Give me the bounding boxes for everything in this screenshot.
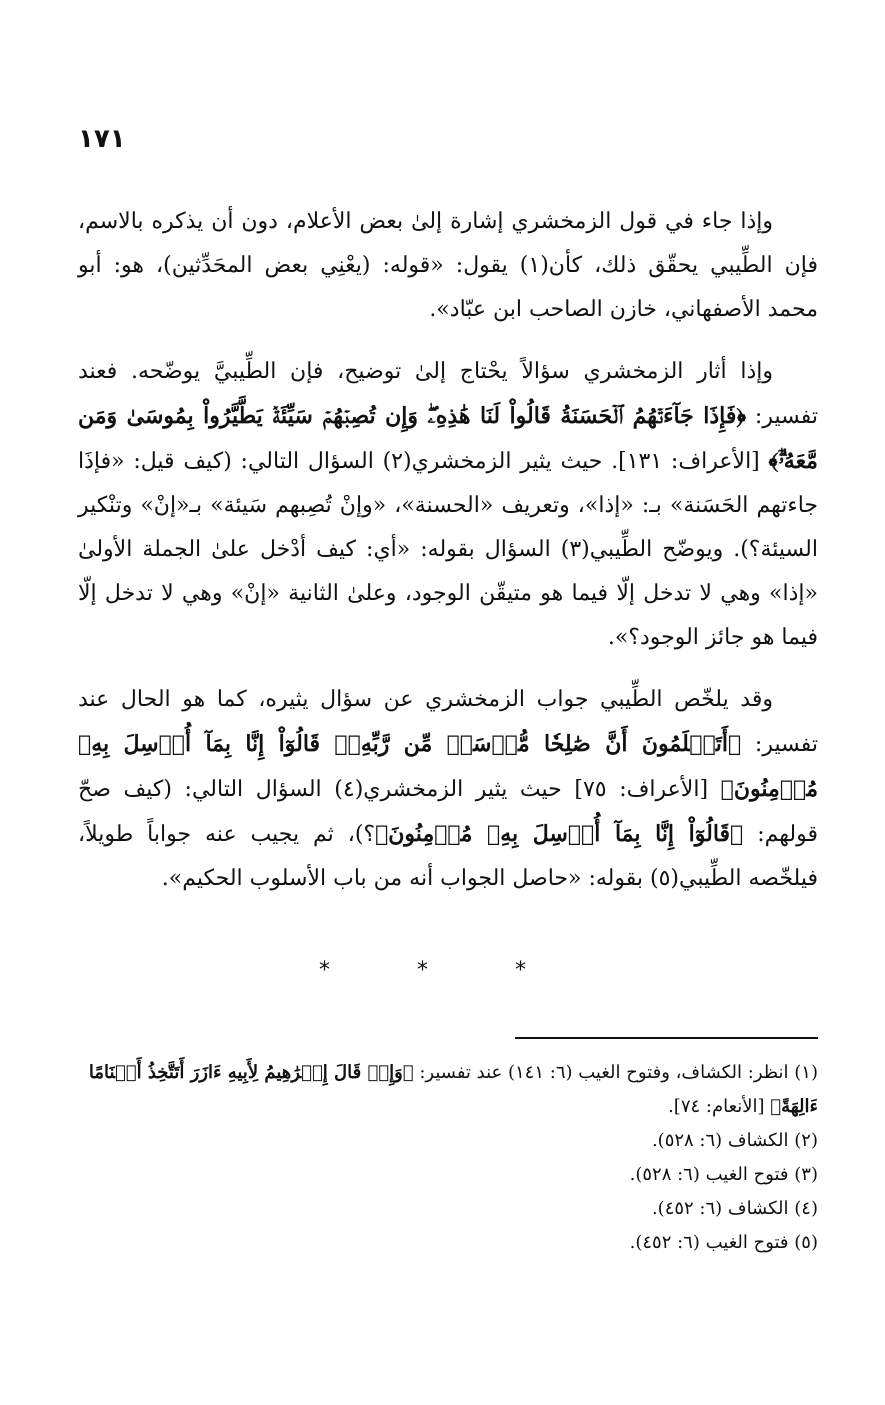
section-separator-stars: * * * [319,958,566,983]
footnote-2: (٢) الكشاف (٦: ٥٢٨). [651,1130,818,1151]
quran-verse-araf-131: ﴿فَإِذَا جَآءَتۡهُمُ ٱلۡحَسَنَةُ قَالُواْ لَنَا هَٰذِهِۦۖ وَإِن تُصِبۡهُمۡ سَيِّئَةٞ يَطَّيَّرُواْ بِمُوسَىٰ وَمَن مَّعَهُۥٓۗ﴾ [78,403,818,474]
footnote-1 [78,1056,818,1124]
footnote-1-verse: ﴿وَإِذۡ قَالَ إِبۡرَٰهِيمُ لِأَبِيهِ ءَازَرَ أَتَتَّخِذُ أَصۡنَامًا ءَالِهَةً﴾ [88,1062,818,1117]
page-number: ١٧١ [78,124,126,154]
paragraph-1: وإذا جاء في قول الزمخشري إشارة إلىٰ بعض الأعلام، دون أن يذكره بالاسم، فإن الطِّيبي يحقّق ذلك، كأن(١) يقول: «قوله: (يعْنِي بعض المحَدِّثين)، هو: أبو محمد الأصفهاني، خازن الصاحب ابن عبّاد». [78,209,818,322]
paragraph-3-end: ؟)، ثم يجيب عنه جواباً طويلاً، فيلخّصه الطِّيبي(٥) بقوله: «حاصل الجواب أنه من باب الأسلوب الحكيم». [78,822,818,891]
main-text [78,200,818,919]
footnote-3: (٣) فتوح الغيب (٦: ٥٢٨). [629,1164,818,1185]
paragraph-3 [78,678,818,901]
quran-verse-araf-75: ﴿أَتَعۡلَمُونَ أَنَّ صَٰلِحٗا مُّرۡسَلٞ مِّن رَّبِّهِۦۚ قَالُوٓاْ إِنَّا بِمَآ أُرۡسِلَ بِهِۦ مُؤۡمِنُونَ﴾ [78,731,819,802]
footnote-1-text: (١) انظر: الكشاف، وفتوح الغيب (٦: ١٤١) عند تفسير: [419,1062,818,1083]
paragraph-2-intro: وإذا أثار الزمخشري سؤالاً يحْتاج إلىٰ توضيح، فإن الطِّيبيَّ يوضّحه. فعند تفسير: [78,359,818,429]
quran-verse-araf-75-quote: ﴿قَالُوٓاْ إِنَّا بِمَآ أُرۡسِلَ بِهِۦ مُؤۡمِنُونَ﴾ [375,821,744,847]
footnote-4: (٤) الكشاف (٦: ٤٥٢). [651,1198,818,1219]
paragraph-2 [78,350,818,660]
paragraph-3-intro: وقد يلخّص الطِّيبي جواب الزمخشري عن سؤال يثيره، كما هو الحال عند تفسير: [78,687,818,757]
paragraph-2-body: [الأعراف: ١٣١]. حيث يثير الزمخشري(٢) السؤال التالي: (كيف قيل: «فإذَا جاءتهم الحَسَنة» بـ: «إذا»، وتعريف «الحسنة»، «وإنْ تُصِبهم سَيئة» بـ«إنْ» وتنْكير السيئة؟). ويوضّح الطِّيبي(٣) السؤال بقوله: «أي: كيف أدْخل علىٰ الجملة الأولىٰ «إذا» وهي لا تدخل إلّا فيما هو متيقّن الوجود، وعلىٰ الثانية «إنْ» وهي لا تدخل إلّا فيما هو جائز الوجود؟». [78,449,818,650]
footnote-5: (٥) فتوح الغيب (٦: ٤٥٢). [629,1232,818,1253]
footnotes [78,1056,818,1260]
paragraph-3-middle: [الأعراف: ٧٥] حيث يثير الزمخشري(٤) السؤال التالي: (كيف صحّ قولهم: [78,777,818,847]
footnote-divider [515,1037,818,1039]
footnote-1-ref: [الأنعام: ٧٤]. [668,1096,765,1117]
